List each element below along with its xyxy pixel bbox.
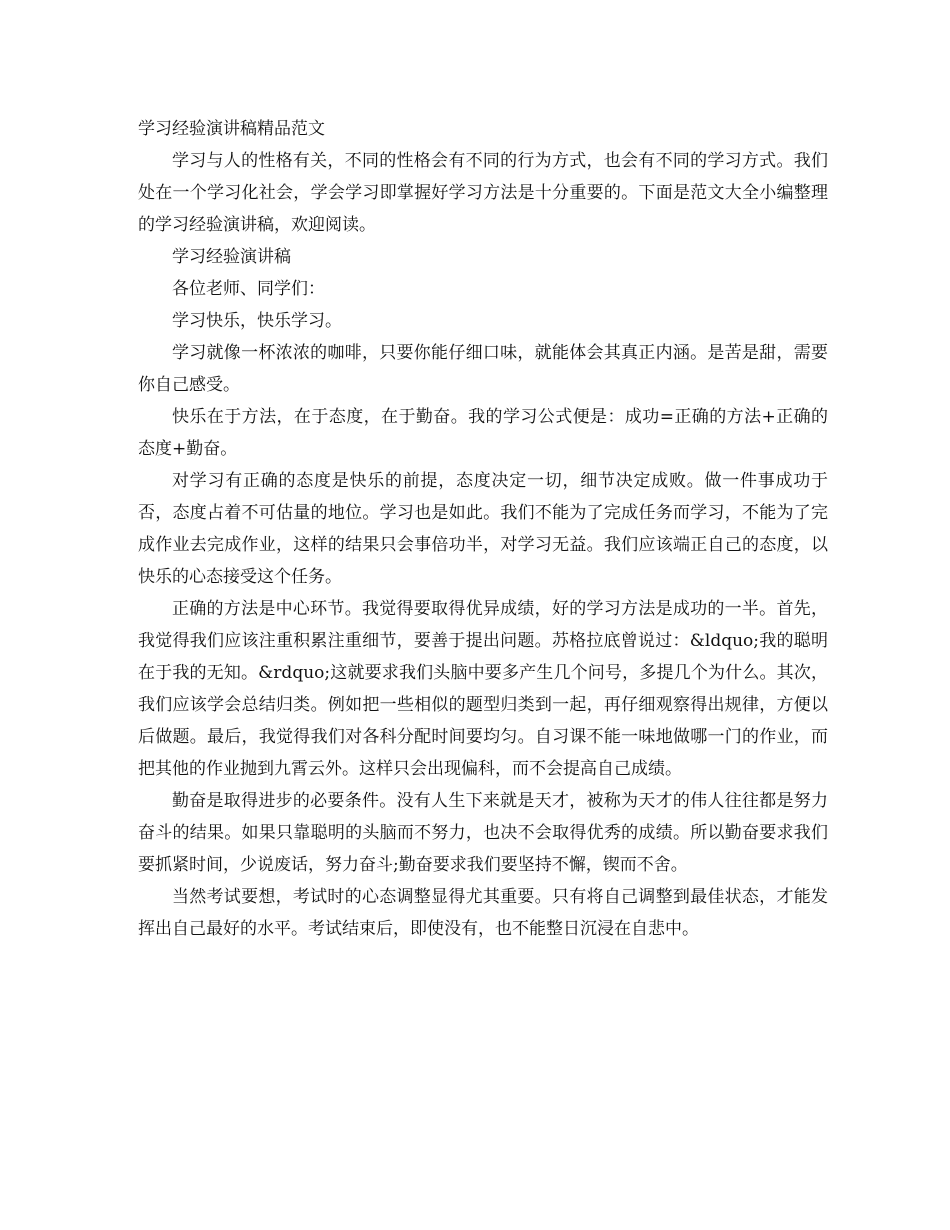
paragraph-formula: 快乐在于方法，在于态度，在于勤奋。我的学习公式便是：成功=正确的方法+正确的态度+勤奋。: [138, 407, 828, 459]
paragraph-method: 正确的方法是中心环节。我觉得要取得优异成绩，好的学习方法是成功的一半。首先，我觉得我们应该注重积累注重细节，要善于提出问题。苏格拉底曾说过：&ldquo;我的聪明在于我的无知。&rdquo;这就要求我们头脑中要多产生几个问号，多提几个为什么。其次，我们应该学会总结归类。例如把一些相似的题型归类到一起，再仔细观察得出规律，方便以后做题。最后，我觉得我们对各科分配时间要均匀。自习课不能一味地做哪一门的作业，而把其他的作业抛到九霄云外。这样只会出现偏科，而不会提高自己成绩。: [138, 599, 828, 779]
paragraph-coffee: 学习就像一杯浓浓的咖啡，只要你能仔细口味，就能体会其真正内涵。是苦是甜，需要你自己感受。: [138, 343, 828, 395]
paragraph-speech-title: 学习经验演讲稿: [172, 247, 291, 267]
paragraph-intro: 学习与人的性格有关，不同的性格会有不同的行为方式，也会有不同的学习方式。我们处在一个学习化社会，学会学习即掌握好学习方法是十分重要的。下面是范文大全小编整理的学习经验演讲稿，欢迎阅读。: [138, 151, 828, 235]
document-title: 学习经验演讲稿精品范文: [138, 119, 325, 139]
paragraph-motto: 学习快乐，快乐学习。: [172, 311, 342, 331]
paragraph-attitude: 对学习有正确的态度是快乐的前提，态度决定一切，细节决定成败。做一件事成功于否，态度占着不可估量的地位。学习也是如此。我们不能为了完成任务而学习，不能为了完成作业去完成作业，这样的结果只会事倍功半，对学习无益。我们应该端正自己的态度，以快乐的心态接受这个任务。: [138, 471, 828, 587]
paragraph-greeting: 各位老师、同学们：: [172, 279, 325, 299]
paragraph-exam: 当然考试要想，考试时的心态调整显得尤其重要。只有将自己调整到最佳状态，才能发挥出自己最好的水平。考试结束后，即使没有，也不能整日沉浸在自悲中。: [138, 887, 828, 939]
document-body: [138, 113, 828, 945]
paragraph-diligence: 勤奋是取得进步的必要条件。没有人生下来就是天才，被称为天才的伟人往往都是努力奋斗的结果。如果只靠聪明的头脑而不努力，也决不会取得优秀的成绩。所以勤奋要求我们要抓紧时间，少说废话，努力奋斗;勤奋要求我们要坚持不懈，锲而不舍。: [138, 791, 828, 875]
